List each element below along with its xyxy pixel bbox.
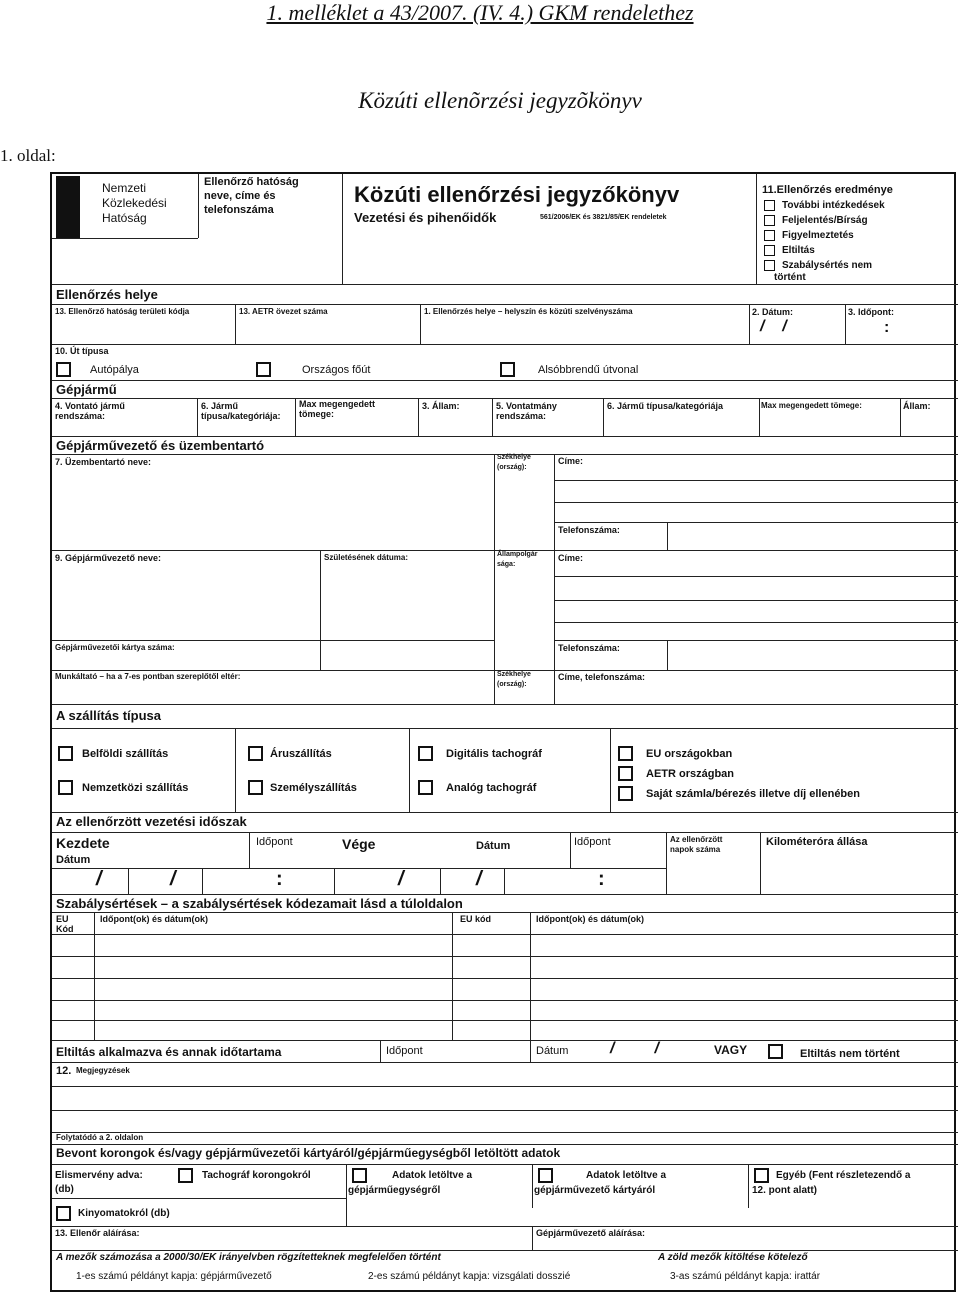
collected-card-checkbox[interactable]: [538, 1168, 553, 1183]
attachment-reference: 1. melléklet a 43/2007. (IV. 4.) GKM rendelethez: [266, 0, 694, 25]
result-report-label: Feljelentés/Bírság: [782, 215, 868, 226]
collected-other-label-2: 12. pont alatt): [752, 1185, 818, 1196]
transport-international-label: Nemzetközi szállítás: [82, 782, 189, 794]
ban-date-label: Dátum: [536, 1045, 569, 1057]
footer-copy-3: 3-as számú példányt kapja: irattár: [670, 1271, 821, 1282]
collected-printouts-checkbox[interactable]: [56, 1206, 71, 1221]
violations-eu-code-right: EU kód: [460, 914, 492, 924]
period-start-time-label: Időpont: [256, 836, 293, 848]
field-10-road-type: 10. Út típusa: [55, 346, 109, 356]
collected-printouts-label: Kinyomatokról (db): [78, 1208, 170, 1219]
result-checkbox-further[interactable]: [764, 200, 775, 211]
period-end-time-label: Időpont: [574, 836, 611, 848]
authority-info-2: neve, címe és: [204, 190, 276, 202]
field-6-vehicle-type: 6. Jármű: [201, 401, 239, 411]
section-check-location: Ellenőrzés helye: [56, 287, 158, 302]
field-operator-address: Címe:: [558, 456, 584, 466]
field-trailer-max-weight: Max megengedett tömege:: [761, 401, 862, 410]
footer-mandatory-note: A zöld mezők kitöltése kötelező: [658, 1252, 808, 1263]
notes-continued: Folytatódó a 2. oldalon: [56, 1133, 144, 1142]
field-9-driver-name: 9. Gépjárművezető neve:: [55, 553, 162, 563]
period-end-time-sep: :: [598, 868, 605, 890]
road-type-national-label: Országos főút: [302, 364, 371, 376]
collected-tachograph-label: Tachográf korongokról: [202, 1170, 311, 1181]
form-subtitle: Vezetési és pihenőidők: [354, 210, 497, 225]
ban-label: Eltiltás alkalmazva és annak időtartama: [56, 1045, 282, 1059]
period-end-date-label: Dátum: [476, 840, 511, 852]
transport-passenger-label: Személyszállítás: [270, 782, 357, 794]
field-operator-seat: Székhelye: [497, 454, 531, 461]
collected-card-label: Adatok letöltve a: [586, 1170, 667, 1181]
signature-driver: Gépjárművezető aláírása:: [536, 1228, 646, 1238]
violations-time-date: Időpont(ok) és dátum(ok): [100, 914, 208, 924]
signature-inspector: 13. Ellenőr aláírása:: [55, 1228, 140, 1238]
section-transport-type: A szállítás típusa: [56, 708, 161, 723]
section-violations: Szabálysértések – a szabálysértések kódezamait lásd a túloldalon: [56, 896, 463, 911]
transport-checkbox-analog-tacho[interactable]: [418, 780, 433, 795]
field-max-weight: Max megengedett: [299, 399, 376, 409]
section-collected-data: Bevont korongok és/vagy gépjárművezetői kártyáról/gépjárműegységből letöltött adatok: [56, 1146, 561, 1160]
period-end-date-sep-1: /: [398, 868, 404, 890]
field-13-aetr-zone: 13. AETR övezet száma: [239, 307, 328, 316]
transport-checkbox-goods[interactable]: [248, 746, 263, 761]
field-driver-card: Gépjárművezetői kártya száma:: [55, 643, 175, 652]
transport-checkbox-digital-tacho[interactable]: [418, 746, 433, 761]
field-7-operator-name: 7. Üzembentartó neve:: [55, 457, 152, 467]
transport-aetr-label: AETR országban: [646, 768, 735, 780]
result-checkbox-no-violation[interactable]: [764, 260, 775, 271]
footer-copy-1: 1-es számú példányt kapja: gépjárművezető: [76, 1271, 272, 1282]
result-no-violation-label-2: történt: [774, 272, 806, 283]
document-title: Közúti ellenõrzési jegyzõkönyv: [358, 88, 642, 113]
result-further-label: További intézkedések: [782, 200, 885, 211]
field-driver-address: Címe:: [558, 553, 584, 563]
field-max-weight-2: tömege:: [299, 409, 335, 419]
page-label: 1. oldal:: [0, 146, 56, 165]
collected-unit-label-2: gépjárműegységről: [348, 1185, 441, 1196]
authority-info-1: Ellenőrző hatóság: [204, 176, 299, 188]
collected-unit-label: Adatok letöltve a: [392, 1170, 473, 1181]
transport-digital-tacho-label: Digitális tachográf: [446, 748, 542, 760]
ban-date-separators: / /: [610, 1040, 659, 1057]
field-2-date: 2. Dátum:: [752, 307, 794, 317]
footer-copy-2: 2-es számú példányt kapja: vizsgálati dosszié: [368, 1271, 571, 1282]
field-trailer-state: Állam:: [903, 401, 931, 411]
road-type-checkbox-motorway[interactable]: [56, 362, 71, 377]
field-6-trailer-type: 6. Jármű típusa/kategóriája: [607, 401, 724, 411]
field-1-location: 1. Ellenőrzés helye – helyszín és közúti szelvényszáma: [424, 307, 633, 316]
authority-logo-block: [56, 176, 80, 238]
transport-analog-tacho-label: Analóg tachográf: [446, 782, 537, 794]
period-end-label: Vége: [342, 836, 376, 852]
transport-goods-label: Áruszállítás: [270, 748, 332, 760]
field-5-trailer-plate-2: rendszáma:: [496, 411, 547, 421]
transport-checkbox-passenger[interactable]: [248, 780, 263, 795]
collected-other-checkbox[interactable]: [754, 1168, 769, 1183]
result-warning-label: Figyelmeztetés: [782, 230, 854, 241]
transport-checkbox-own-account[interactable]: [618, 786, 633, 801]
field-4-vehicle-plate-2: rendszáma:: [55, 411, 106, 421]
transport-eu-label: EU országokban: [646, 748, 733, 760]
road-type-checkbox-national[interactable]: [256, 362, 271, 377]
form-subtitle-ref: 561/2006/EK és 3821/85/EK rendeletek: [540, 214, 667, 221]
violations-eu-code: EU: [56, 914, 69, 924]
section-vehicle: Gépjármű: [56, 382, 117, 397]
collected-card-label-2: gépjárművezető kártyáról: [534, 1185, 656, 1196]
field-13-authority-code: 13. Ellenőrző hatóság területi kódja: [55, 307, 190, 316]
period-start-date-sep-2: /: [170, 868, 176, 890]
violations-time-date-right: Időpont(ok) és dátum(ok): [536, 914, 644, 924]
period-start-date-sep-1: /: [96, 868, 102, 890]
transport-checkbox-domestic[interactable]: [58, 746, 73, 761]
field-employer-seat: Székhelye: [497, 671, 531, 678]
field-employer-address-phone: Címe, telefonszáma:: [558, 672, 646, 682]
violations-eu-code-2: Kód: [56, 924, 74, 934]
transport-checkbox-international[interactable]: [58, 780, 73, 795]
road-type-checkbox-minor[interactable]: [500, 362, 515, 377]
field-driver-phone: Telefonszáma:: [558, 643, 620, 653]
period-start-date-label: Dátum: [56, 854, 91, 866]
period-end-date-sep-2: /: [476, 868, 482, 890]
authority-name-3: Hatóság: [102, 211, 147, 225]
ban-time-label: Időpont: [386, 1045, 423, 1057]
transport-own-account-label: Saját számla/bérezés illetve díj ellenében: [646, 788, 860, 800]
footer-numbering-note: A mezők számozása a 2000/30/EK irányelvben rögzítetteknek megfelelően történt: [56, 1252, 441, 1263]
field-3-time-separator: :: [884, 319, 890, 336]
result-title: 11.Ellenőrzés eredménye: [762, 184, 893, 196]
period-days-label: Az ellenőrzött: [670, 835, 723, 844]
transport-domestic-label: Belföldi szállítás: [82, 748, 169, 760]
field-2-date-separators: / /: [760, 318, 787, 335]
collected-receipt-unit: (db): [55, 1184, 74, 1195]
field-operator-phone: Telefonszáma:: [558, 525, 620, 535]
field-employer: Munkáltató – ha a 7-es pontban szereplőtől eltér:: [55, 672, 241, 681]
field-driver-birth: Születésének dátuma:: [324, 553, 409, 562]
period-start-label: Kezdete: [56, 835, 110, 851]
field-operator-seat-2: (ország):: [497, 464, 527, 471]
period-days-label-2: napok száma: [670, 845, 721, 854]
section-driving-period: Az ellenőrzött vezetési időszak: [56, 814, 247, 829]
field-driver-citizenship-2: sága:: [497, 561, 516, 568]
form-main-title: Közúti ellenőrzési jegyzőkönyv: [354, 182, 680, 207]
road-type-motorway-label: Autópálya: [90, 364, 139, 376]
inspection-form: [50, 172, 956, 1292]
field-4-vehicle-plate: 4. Vontató jármű: [55, 401, 125, 411]
notes-label: Megjegyzések: [76, 1066, 130, 1075]
collected-other-label: Egyéb (Fent részletezendő a: [776, 1170, 911, 1181]
section-driver-operator: Gépjárművezető és üzembentartó: [56, 438, 265, 453]
authority-name-2: Közlekedési: [102, 196, 167, 210]
result-checkbox-report[interactable]: [764, 215, 775, 226]
collected-unit-checkbox[interactable]: [352, 1168, 367, 1183]
field-5-trailer-plate: 5. Vontatmány: [496, 401, 557, 411]
ban-not-applied-checkbox[interactable]: [768, 1044, 783, 1059]
ban-or-label: VAGY: [714, 1043, 748, 1057]
authority-info-3: telefonszáma: [204, 204, 274, 216]
result-checkbox-ban[interactable]: [764, 245, 775, 256]
period-odometer-label: Kilométeróra állása: [766, 836, 868, 848]
field-employer-seat-2: (ország):: [497, 681, 527, 688]
ban-not-applied-label: Eltiltás nem történt: [800, 1048, 900, 1060]
notes-number: 12.: [56, 1065, 72, 1077]
field-3-state: 3. Állam:: [422, 401, 460, 411]
field-driver-citizenship: Állampolgár: [497, 551, 538, 558]
result-no-violation-label: Szabálysértés nem: [782, 260, 873, 271]
field-3-time: 3. Időpont:: [848, 307, 894, 317]
result-checkbox-warning[interactable]: [764, 230, 775, 241]
collected-tachograph-checkbox[interactable]: [178, 1168, 193, 1183]
period-start-time-sep: :: [276, 868, 283, 890]
result-ban-label: Eltiltás: [782, 245, 815, 256]
collected-receipt-label: Elismervény adva:: [55, 1170, 143, 1181]
transport-checkbox-eu[interactable]: [618, 746, 633, 761]
transport-checkbox-aetr[interactable]: [618, 766, 633, 781]
authority-name-1: Nemzeti: [102, 181, 147, 195]
road-type-minor-label: Alsóbbrendű útvonal: [538, 364, 639, 376]
field-6-vehicle-type-2: típusa/kategóriája:: [201, 411, 281, 421]
